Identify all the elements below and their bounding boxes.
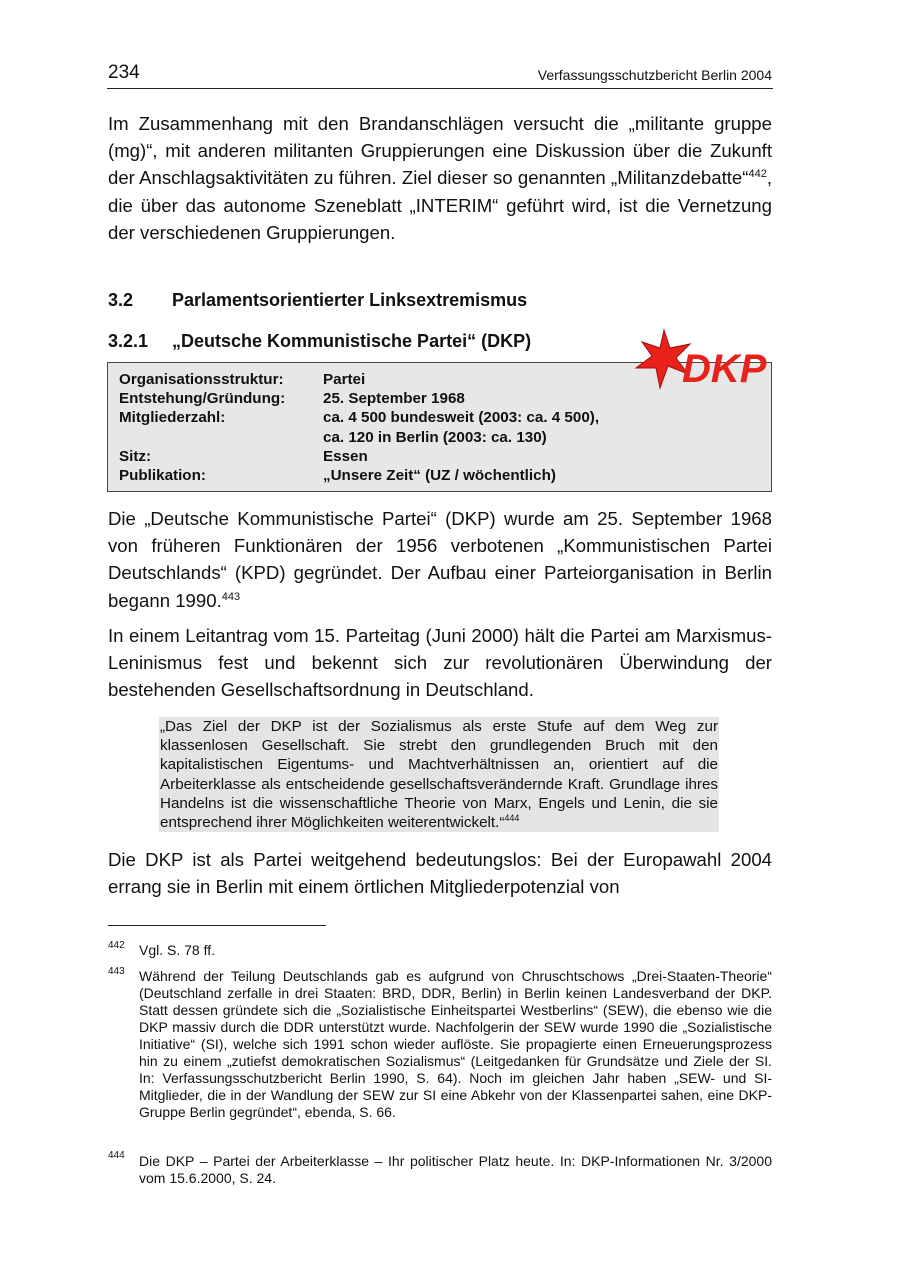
running-header: Verfassungsschutzbericht Berlin 2004	[537, 67, 772, 83]
intro-text: Im Zusammenhang mit den Brandanschlägen versucht die „militante gruppe (mg)“, mit anderen militanten Gruppierungen eine Diskussion über die Zukunft der Anschlagsaktivitäten zu führen. Ziel dieser so genannten „Militanzdebatte“	[108, 113, 772, 189]
dkp-program-paragraph: In einem Leitantrag vom 15. Parteitag (Juni 2000) hält die Partei am Marxismus-Leninismus fest und bekennt sich zur revolutionären Überwindung der bestehenden Gesellschaftsordnung in Deutschland.	[108, 625, 772, 701]
dkp-history-paragraph	[108, 505, 772, 614]
subsection-heading	[108, 331, 531, 352]
infobox-label: Sitz:	[119, 448, 152, 465]
infobox-value: Essen	[323, 448, 368, 465]
dkp-election-paragraph: Die DKP ist als Partei weitgehend bedeutungslos: Bei der Europawahl 2004 errang sie in Berlin mit einem örtlichen Mitgliederpotenzial von	[108, 849, 772, 898]
intro-paragraph	[108, 110, 772, 246]
footnote-ref-444[interactable]: 444	[504, 812, 520, 823]
infobox-label: Mitgliederzahl:	[119, 409, 226, 426]
page-number: 234	[108, 62, 140, 83]
infobox-value: 25. September 1968	[323, 390, 465, 407]
footnote-443: Während der Teilung Deutschlands gab es aufgrund von Chruschtschows „Drei-Staaten-Theorie“ (Deutschland zerfalle in drei Staaten: BRD, DDR, Berlin) in Berlin keinen Landesverband der DKP. Statt dessen gründete sich die „Sozialistische Einheitspartei Westberlins“ (SEW), die ebenso wie die DKP massiv durch die DDR unterstützt wurde. Nachfolgerin der SEW wurde 1990 die „Sozialistische Initiative“ (SI), welche sich 1991 schon wieder auflöste. Sie propagierte einen Erneuerungsprozess hin zu einem „zutiefst demokratischen Sozialismus“ (Leitgedanken für Grundsätze und Ziele der SI. In: Verfassungsschutzbericht Berlin 1990, S. 64). Noch im gleichen Jahr haben „SEW- und SI-Mitglieder, die in der Wandlung der SEW zur SI eine Abkehr von der Klassenpartei sahen, eine DKP-Gruppe Berlin gegründet“, ebenda, S. 66.	[139, 968, 772, 1120]
infobox-value: ca. 4 500 bundesweit (2003: ca. 4 500),	[323, 409, 600, 426]
footnote-divider	[108, 925, 326, 926]
footnote-ref-443[interactable]: 443	[221, 590, 241, 603]
footnote-number: 443	[108, 966, 125, 977]
paragraph-text: Die „Deutsche Kommunistische Partei“ (DKP) wurde am 25. September 1968 von früheren Funktionären der 1956 verbotenen „Kommunistischen Partei Deutschlands“ (KPD) gegründet. Der Aufbau einer Parteiorganisation in Berlin begann 1990.	[108, 508, 772, 611]
section-title: Parlamentsorientierter Linksextremismus	[172, 290, 528, 310]
footnote-number: 444	[108, 1150, 125, 1161]
infobox-value: Partei	[323, 371, 366, 388]
section-number: 3.2	[108, 290, 134, 310]
header-divider	[107, 88, 773, 89]
footnote-ref-442[interactable]: 442	[748, 168, 767, 181]
section-heading	[108, 290, 527, 311]
footnote-442: Vgl. S. 78 ff.	[139, 942, 216, 958]
infobox-label: Publikation:	[119, 467, 206, 484]
quote-text: „Das Ziel der DKP ist der Sozialismus als erste Stufe auf dem Weg zur klassenlosen Gesellschaft. Sie strebt den grundlegenden Bruch mit den kapitalistischen Eigentums- und Machtverhältnissen an, orientiert auf die Arbeiterklasse als entscheidende gesellschaftsverändernde Kraft. Grundlage ihres Handelns ist die wissenschaftliche Theorie von Marx, Engels und Lenin, die sie entsprechend ihrer Möglichkeiten weiterentwickelt.“	[160, 718, 718, 832]
infobox-value: „Unsere Zeit“ (UZ / wöchentlich)	[323, 467, 556, 484]
logo-text: DKP	[682, 347, 767, 390]
intro-text-cont: , die über das autonome Szeneblatt „INTERIM“ geführt wird, ist die Vernetzung der verschiedenen Gruppierungen.	[108, 167, 772, 243]
subsection-number: 3.2.1	[108, 331, 149, 351]
infobox-label: Organisationsstruktur:	[119, 371, 284, 388]
dkp-logo	[634, 328, 788, 390]
footnote-444: Die DKP – Partei der Arbeiterklasse – Ihr politischer Platz heute. In: DKP-Informationen Nr. 3/2000 vom 15.6.2000, S. 24.	[139, 1153, 772, 1186]
subsection-title: „Deutsche Kommunistische Partei“ (DKP)	[172, 331, 532, 351]
infobox-label: Entstehung/Gründung:	[119, 390, 286, 407]
footnote-number: 442	[108, 940, 125, 951]
dkp-quote	[159, 717, 719, 832]
infobox-value: ca. 120 in Berlin (2003: ca. 130)	[323, 429, 547, 446]
